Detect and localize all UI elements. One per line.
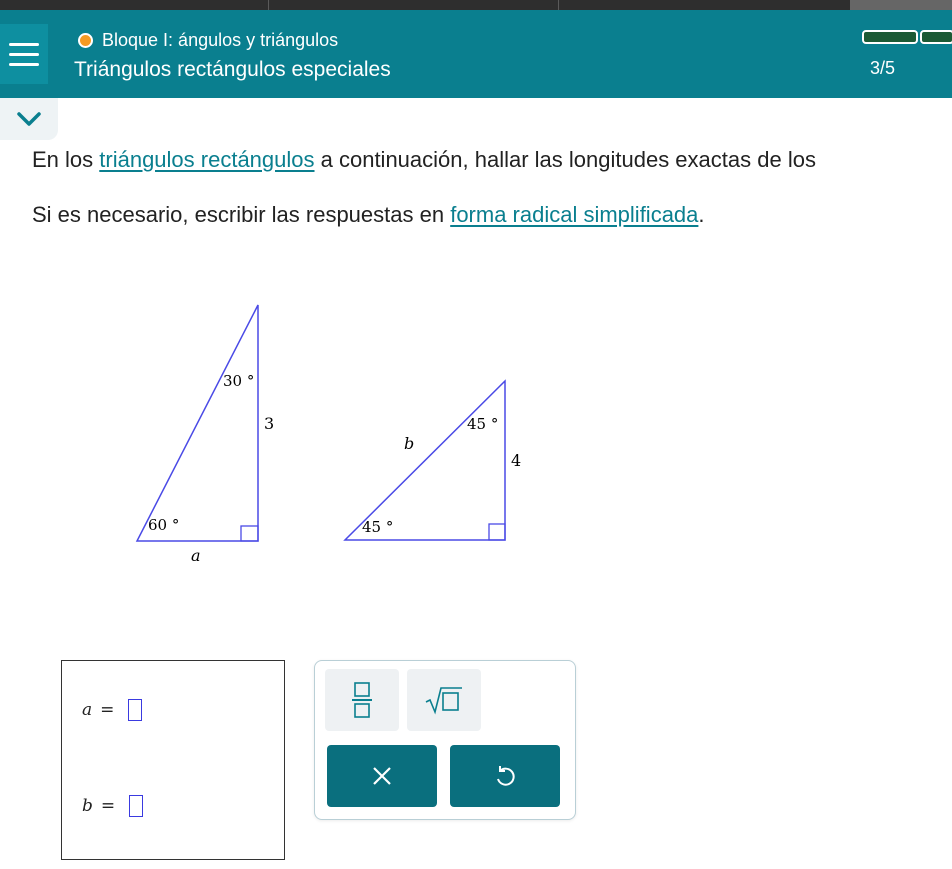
topic-title: Triángulos rectángulos especiales bbox=[74, 58, 391, 81]
clear-button[interactable] bbox=[327, 745, 437, 807]
answer-a-variable: a bbox=[82, 700, 93, 720]
square-root-button[interactable] bbox=[407, 669, 481, 731]
answer-row-a: a = bbox=[82, 699, 142, 721]
progress-count: 3/5 bbox=[870, 58, 896, 78]
triangle1-vertical-side: 3 bbox=[264, 414, 275, 433]
answer-b-variable: b bbox=[82, 796, 93, 816]
link-right-triangles[interactable]: triángulos rectángulos bbox=[99, 147, 315, 172]
triangle1-bottom-angle: 60 ° bbox=[148, 516, 180, 534]
math-tool-panel bbox=[314, 660, 576, 820]
close-icon bbox=[372, 766, 392, 786]
fraction-button[interactable] bbox=[325, 669, 399, 731]
triangle1-base-label: a bbox=[191, 546, 201, 565]
answer-a-input[interactable] bbox=[128, 699, 142, 721]
triangle2-vertical-side: 4 bbox=[511, 451, 522, 470]
instruction-line-1: En los triángulos rectángulos a continuación, hallar las longitudes exactas de los bbox=[32, 147, 816, 172]
undo-icon bbox=[494, 764, 516, 788]
link-simplified-radical-form[interactable]: forma radical simplificada bbox=[450, 202, 699, 227]
triangle2-top-angle: 45 ° bbox=[467, 415, 499, 433]
triangle2-hypotenuse-label: b bbox=[404, 434, 415, 453]
answer-row-b: b = bbox=[82, 795, 143, 817]
answer-b-input[interactable] bbox=[129, 795, 143, 817]
triangle2-bottom-angle: 45 ° bbox=[362, 518, 394, 536]
triangle-30-60-90 bbox=[137, 305, 274, 565]
undo-button[interactable] bbox=[450, 745, 560, 807]
answer-box bbox=[61, 660, 285, 860]
section-title: Bloque I: ángulos y triángulos bbox=[102, 30, 339, 50]
square-root-icon bbox=[424, 685, 464, 715]
instruction-line-2: Si es necesario, escribir las respuestas en forma radical simplificada. bbox=[32, 202, 705, 227]
fraction-icon bbox=[350, 680, 374, 720]
triangle-45-45-90 bbox=[345, 381, 521, 540]
triangle1-top-angle: 30 ° bbox=[223, 372, 255, 390]
